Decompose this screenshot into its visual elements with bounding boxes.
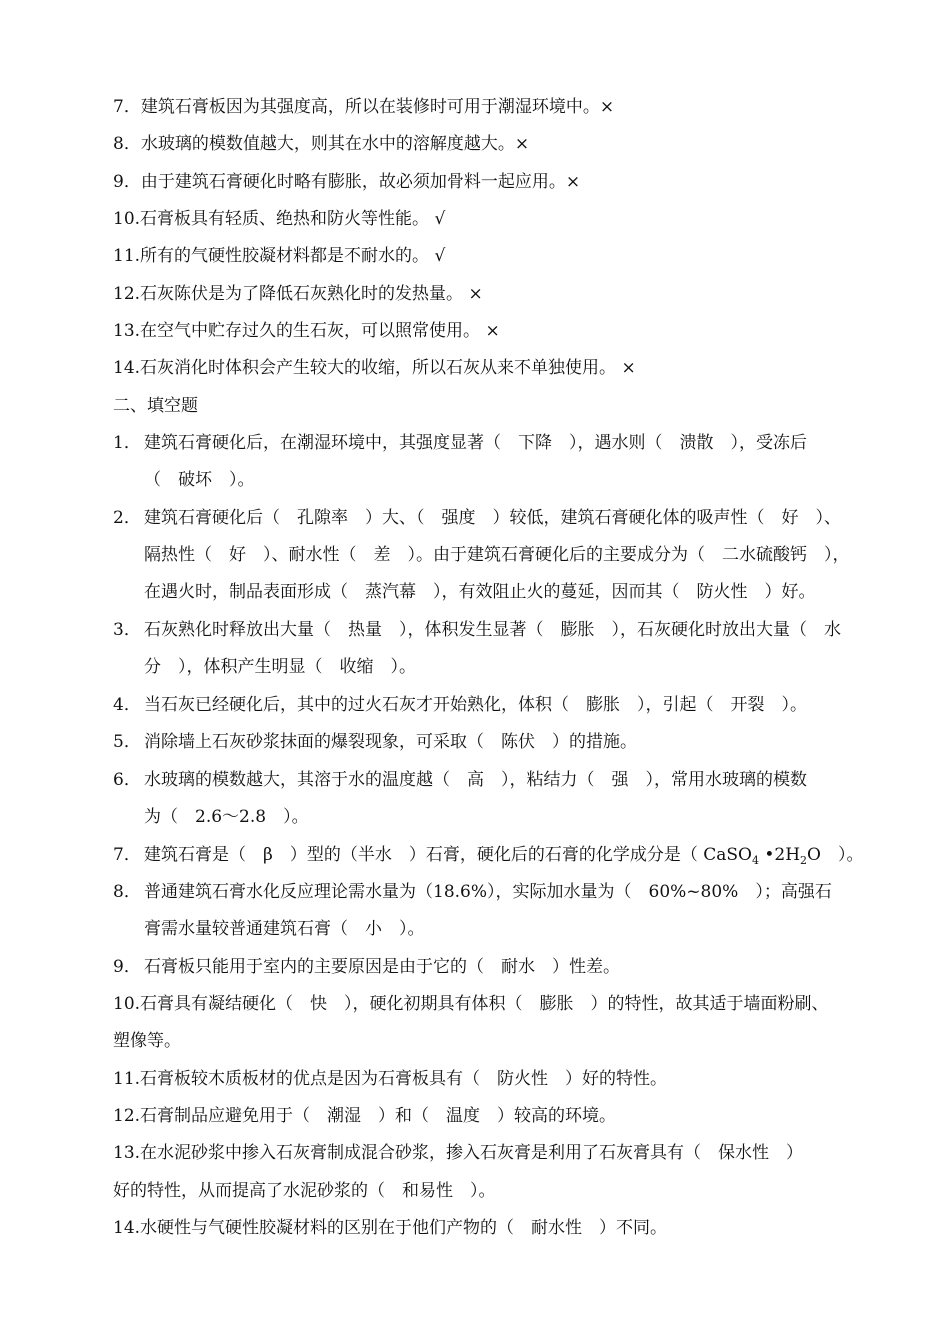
fill-item-10-line1: 10.石膏具有凝结硬化（ 快 ），硬化初期具有体积（ 膨胀 ）的特性，故其适于墙面粉刷、 xyxy=(113,994,829,1014)
fill-item-14: 14.水硬性与气硬性胶凝材料的区别在于他们产物的（ 耐水性 ）不同。 xyxy=(113,1218,668,1238)
tf-item-7: 7．建筑石膏板因为其强度高，所以在装修时可用于潮湿环境中。× xyxy=(113,97,615,117)
item-number: 2． xyxy=(113,508,141,528)
item-number: 1． xyxy=(113,433,141,453)
item-line: 石灰熟化时释放出大量（ 热量 ），体积发生显著（ 膨胀 ），石灰硬化时放出大量（ 水 xyxy=(144,620,841,640)
item-number: 9． xyxy=(113,957,141,977)
tf-item-13: 13.在空气中贮存过久的生石灰，可以照常使用。 × xyxy=(113,321,500,341)
item-number: 6． xyxy=(113,770,141,790)
item-line: 当石灰已经硬化后，其中的过火石灰才开始熟化，体积（ 膨胀 ），引起（ 开裂 ）。 xyxy=(144,695,807,715)
item-line: 石膏板只能用于室内的主要原因是由于它的（ 耐水 ）性差。 xyxy=(144,957,620,977)
tf-item-14: 14.石灰消化时体积会产生较大的收缩，所以石灰从来不单独使用。 × xyxy=(113,358,636,378)
chemical-formula: CaSO$_4$ $•2H_2O$ ）。 xyxy=(697,845,864,867)
item-line: 消除墙上石灰砂浆抹面的爆裂现象，可采取（ 陈伏 ）的措施。 xyxy=(144,732,637,752)
fill-item-12: 12.石膏制品应避免用于（ 潮湿 ）和（ 温度 ）较高的环境。 xyxy=(113,1106,617,1126)
fill-item-10-line2: 塑像等。 xyxy=(113,1031,181,1051)
tf-item-10: 10.石膏板具有轻质、绝热和防火等性能。 √ xyxy=(113,209,446,229)
tf-item-11: 11.所有的气硬性胶凝材料都是不耐水的。 √ xyxy=(113,246,446,266)
item-line: 隔热性（ 好 ）、耐水性（ 差 ）。由于建筑石膏硬化后的主要成分为（ 二水硫酸钙 ）， xyxy=(144,545,850,565)
item-number: 7． xyxy=(113,845,141,865)
item-line: 膏需水量较普通建筑石膏（ 小 ）。 xyxy=(144,919,425,939)
section-title: 二、填空题 xyxy=(113,396,198,416)
tf-item-12: 12.石灰陈伏是为了降低石灰熟化时的发热量。 × xyxy=(113,284,483,304)
item-line xyxy=(144,845,862,882)
item-line: 为（ 2.6～2.8 ）。 xyxy=(144,807,309,827)
fill-item-13-line2: 好的特性，从而提高了水泥砂浆的（ 和易性 ）。 xyxy=(113,1181,496,1201)
fill-item-13-line1: 13.在水泥砂浆中掺入石灰膏制成混合砂浆，掺入石灰膏是利用了石灰膏具有（ 保水性 ） xyxy=(113,1143,804,1163)
item-text: 建筑石膏是（ β ）型的（半水 ）石膏，硬化后的石膏的化学成分是（ xyxy=(144,845,698,865)
item-line: 建筑石膏硬化后，在潮湿环境中，其强度显著（ 下降 ），遇水则（ 溃散 ），受冻后 xyxy=(144,433,807,453)
item-number: 4． xyxy=(113,695,141,715)
item-line: 水玻璃的模数越大，其溶于水的温度越（ 高 ），粘结力（ 强 ），常用水玻璃的模数 xyxy=(144,770,807,790)
item-line: 在遇火时，制品表面形成（ 蒸汽幕 ），有效阻止火的蔓延，因而其（ 防火性 ）好。 xyxy=(144,582,816,602)
item-line: 建筑石膏硬化后（ 孔隙率 ）大、（ 强度 ）较低，建筑石膏硬化体的吸声性（ 好 ）、 xyxy=(144,508,841,528)
fill-item-11: 11.石膏板较木质板材的优点是因为石膏板具有（ 防火性 ）好的特性。 xyxy=(113,1069,668,1089)
item-number: 5． xyxy=(113,732,141,752)
item-line: （ 破坏 ）。 xyxy=(144,470,255,490)
tf-item-8: 8．水玻璃的模数值越大，则其在水中的溶解度越大。× xyxy=(113,134,530,154)
item-line: 分 ），体积产生明显（ 收缩 ）。 xyxy=(144,657,416,677)
item-line: 普通建筑石膏水化反应理论需水量为（18.6%），实际加水量为（ 60%~80% ）；高强石 xyxy=(144,882,832,902)
item-number: 8． xyxy=(113,882,141,902)
item-number: 3． xyxy=(113,620,141,640)
tf-item-9: 9．由于建筑石膏硬化时略有膨胀，故必须加骨料一起应用。× xyxy=(113,172,581,192)
